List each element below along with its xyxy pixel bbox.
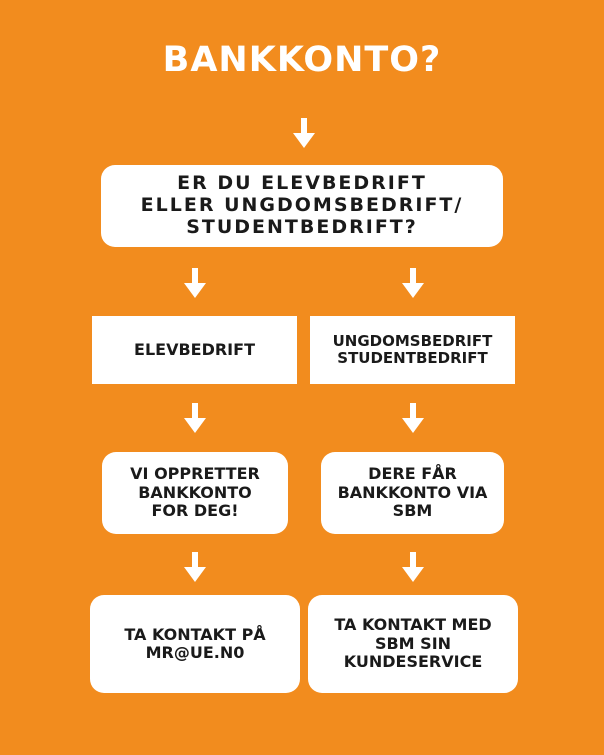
right-action-box	[308, 595, 518, 693]
question-line: STUDENTBEDRIFT?	[186, 215, 418, 238]
left-result-line: BANKKONTO	[138, 482, 252, 502]
right-result-box	[321, 452, 504, 534]
arrow-down-icon	[184, 552, 206, 582]
question-box	[101, 165, 503, 247]
arrow-down-icon	[184, 403, 206, 433]
arrow-down-icon	[402, 268, 424, 298]
ungdomsbedrift-label: UNGDOMSBEDRIFT	[332, 331, 493, 350]
left-result-box	[102, 452, 288, 534]
arrow-down-icon	[293, 118, 315, 148]
left-action-line: TA KONTAKT PÅ	[124, 624, 266, 644]
left-action-box	[90, 595, 300, 693]
page-title: BANKKONTO?	[162, 40, 442, 80]
right-result-line: SBM	[392, 501, 433, 521]
elevbedrift-label: ELEVBEDRIFT	[134, 339, 255, 359]
left-result-line: FOR DEG!	[151, 501, 239, 521]
arrow-down-icon	[402, 403, 424, 433]
right-result-line: DERE FÅR	[368, 464, 457, 484]
studentbedrift-label: STUDENTBEDRIFT	[337, 349, 488, 367]
right-action-line: KUNDESERVICE	[343, 652, 483, 672]
right-action-line: SBM SIN	[374, 633, 452, 653]
question-line: ELLER UNGDOMSBEDRIFT/	[140, 194, 464, 217]
left-action-email: MR@UE.N0	[145, 643, 245, 662]
right-action-line: TA KONTAKT MED	[334, 615, 492, 635]
left-result-line: VI OPPRETTER	[130, 464, 260, 484]
arrow-down-icon	[184, 268, 206, 298]
arrow-down-icon	[402, 552, 424, 582]
ungdomsbedrift-box	[310, 316, 515, 384]
elevbedrift-box	[92, 316, 297, 384]
right-result-line: BANKKONTO VIA	[337, 482, 488, 502]
question-line: ER DU ELEVBEDRIFT	[177, 172, 427, 195]
